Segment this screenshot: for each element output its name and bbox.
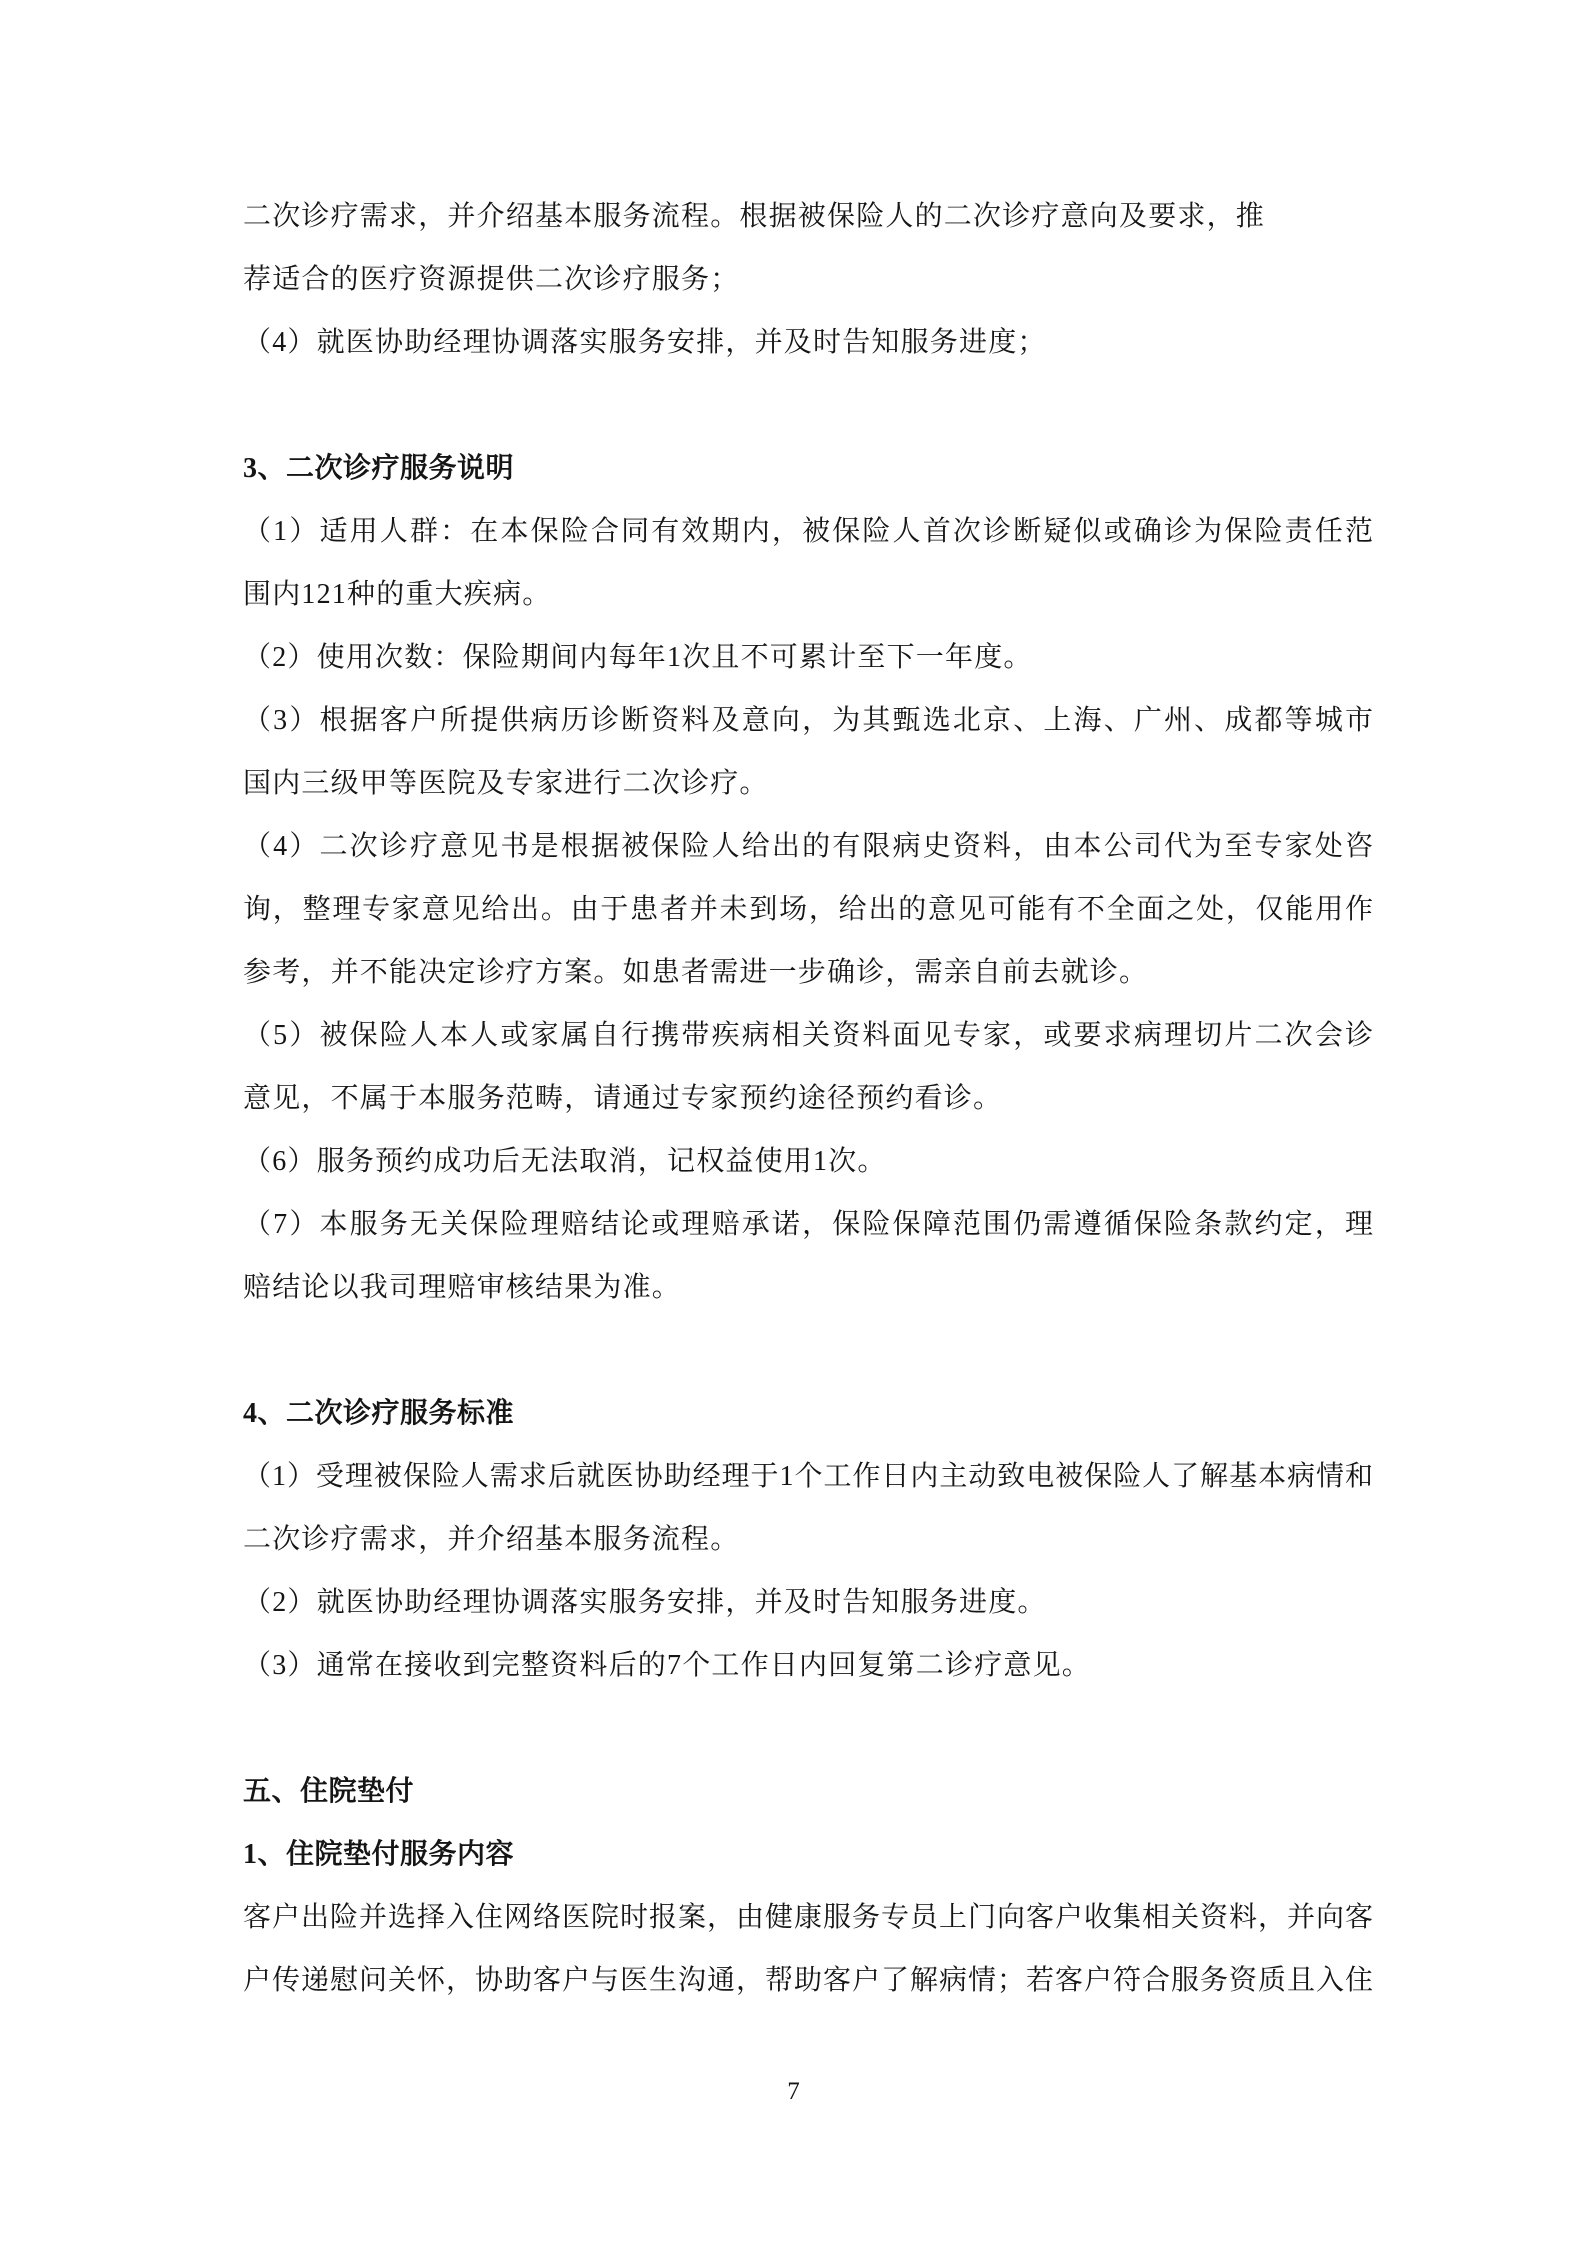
text-line: （5）被保险人本人或家属自行携带疾病相关资料面见专家，或要求病理切片二次会诊	[243, 1020, 1373, 1051]
text-line: （1）适用人群：在本保险合同有效期内，被保险人首次诊断疑似或确诊为保险责任范	[243, 516, 1373, 547]
document-content	[243, 185, 1373, 2012]
text-line: 参考，并不能决定诊疗方案。如患者需进一步确诊，需亲自前去就诊。	[243, 957, 1149, 988]
text-line: （1）受理被保险人需求后就医协助经理于1个工作日内主动致电被保险人了解基本病情和	[243, 1461, 1373, 1492]
text-line: 意见，不属于本服务范畴，请通过专家预约途径预约看诊。	[243, 1083, 1003, 1114]
page-number: 7	[787, 2078, 800, 2105]
section-heading: 3、二次诊疗服务说明	[243, 453, 515, 484]
blank-line	[243, 1697, 1373, 1760]
text-line: 二次诊疗需求，并介绍基本服务流程。根据被保险人的二次诊疗意向及要求，推	[243, 201, 1266, 232]
text-line: （3）根据客户所提供病历诊断资料及意向，为其甄选北京、上海、广州、成都等城市	[243, 705, 1373, 736]
text-line: 询，整理专家意见给出。由于患者并未到场，给出的意见可能有不全面之处，仅能用作	[243, 894, 1373, 925]
text-line: 荐适合的医疗资源提供二次诊疗服务；	[243, 264, 740, 295]
text-line: 赔结论以我司理赔审核结果为准。	[243, 1272, 682, 1303]
blank-line	[243, 1319, 1373, 1382]
text-line: 户传递慰问关怀，协助客户与医生沟通，帮助客户了解病情；若客户符合服务资质且入住	[243, 1965, 1373, 1996]
blank-line	[243, 374, 1373, 437]
text-line: （3）通常在接收到完整资料后的7个工作日内回复第二诊疗意见。	[243, 1650, 1092, 1681]
text-line: 二次诊疗需求，并介绍基本服务流程。	[243, 1524, 740, 1555]
section-heading: 五、住院垫付	[243, 1776, 415, 1807]
text-line: （4）二次诊疗意见书是根据被保险人给出的有限病史资料，由本公司代为至专家处咨	[243, 831, 1373, 862]
text-line: （2）就医协助经理协调落实服务安排，并及时告知服务进度。	[243, 1587, 1047, 1618]
text-line: 客户出险并选择入住网络医院时报案，由健康服务专员上门向客户收集相关资料，并向客	[243, 1902, 1373, 1933]
text-line: （6）服务预约成功后无法取消，记权益使用1次。	[243, 1146, 887, 1177]
section-heading: 4、二次诊疗服务标准	[243, 1398, 515, 1429]
text-line: 国内三级甲等医院及专家进行二次诊疗。	[243, 768, 769, 799]
text-line: 围内121种的重大疾病。	[243, 579, 552, 610]
text-line: （7）本服务无关保险理赔结论或理赔承诺，保险保障范围仍需遵循保险条款约定，理	[243, 1209, 1373, 1240]
text-line: （2）使用次数：保险期间内每年1次且不可累计至下一年度。	[243, 642, 1033, 673]
text-line: （4）就医协助经理协调落实服务安排，并及时告知服务进度；	[243, 327, 1047, 358]
section-heading: 1、住院垫付服务内容	[243, 1839, 515, 1870]
